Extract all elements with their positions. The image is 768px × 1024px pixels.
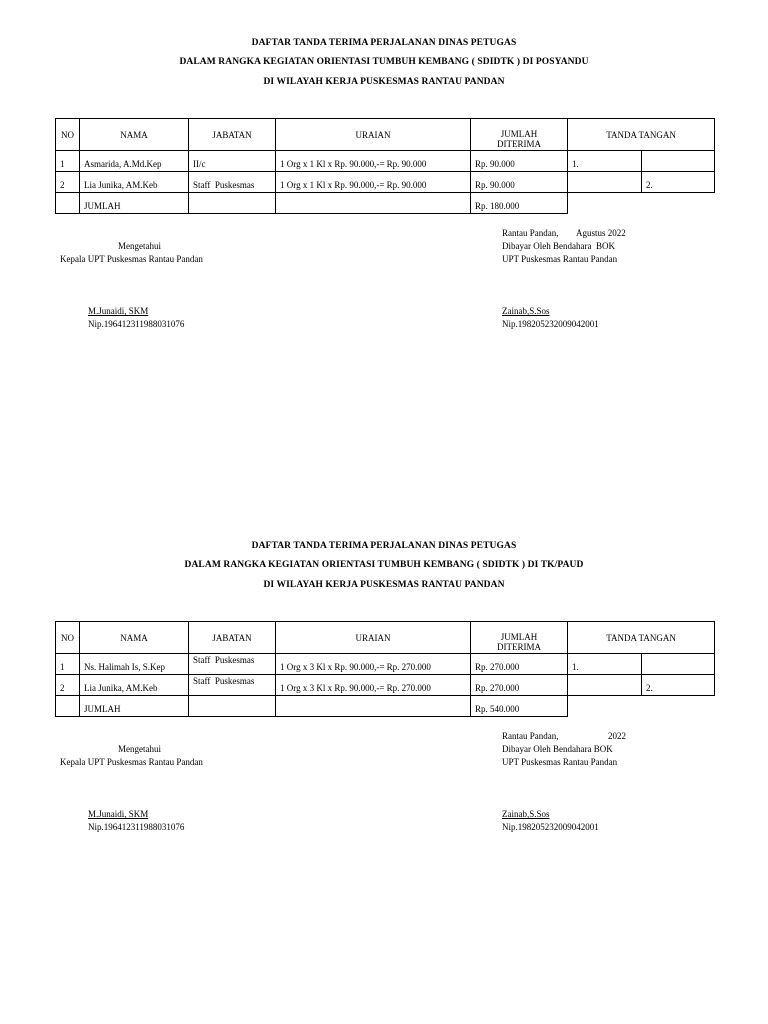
form-title-line-3: DI WILAYAH KERJA PUSKESMAS RANTAU PANDAN	[263, 77, 505, 87]
header-no: NO	[56, 622, 80, 654]
right-signature-title-2: UPT Puskesmas Rantau Pandan	[502, 254, 618, 264]
table-row	[56, 151, 715, 172]
cell-nama: Ns. Halimah Is, S.Kep	[80, 654, 189, 675]
left-signatory-name: M.Junaidi, SKM	[88, 306, 149, 316]
left-signatory-nip: Nip.196412311988031076	[88, 822, 185, 832]
right-signatory-nip: Nip.198205232009042001	[502, 319, 599, 329]
cell-jumlah: Rp. 90.000	[471, 172, 568, 193]
header-jumlah-diterima: JUMLAH DITERIMA	[471, 119, 568, 151]
cell-signature-1: 1.	[568, 151, 642, 172]
left-signatory-name: M.Junaidi, SKM	[88, 809, 149, 819]
header-jabatan: JABATAN	[189, 622, 276, 654]
header-tanda-tangan: TANDA TANGAN	[568, 622, 715, 654]
cell-uraian: 1 Org x 3 Kl x Rp. 90.000,-= Rp. 270.000	[276, 675, 471, 696]
left-signature-title-1: Mengetahui	[118, 744, 161, 754]
table-row	[56, 675, 715, 696]
table-header-row	[56, 119, 715, 151]
cell-signature-2: 2.	[642, 172, 715, 193]
cell-signature-2	[642, 151, 715, 172]
cell-signature-1	[568, 675, 642, 696]
table-row	[56, 654, 715, 675]
header-tanda-tangan: TANDA TANGAN	[568, 119, 715, 151]
cell-signature-1: 1.	[568, 654, 642, 675]
total-label: JUMLAH	[80, 696, 189, 717]
total-value: Rp. 540.000	[471, 696, 568, 717]
cell-jabatan: Staff Puskesmas	[189, 172, 276, 193]
cell-no: 1	[56, 654, 80, 675]
cell-jumlah: Rp. 270.000	[471, 654, 568, 675]
cell-jabatan: II/c	[189, 151, 276, 172]
form-title-line-1: DAFTAR TANDA TERIMA PERJALANAN DINAS PETUGAS	[251, 541, 517, 551]
left-signature-title-2: Kepala UPT Puskesmas Rantau Pandan	[60, 757, 203, 767]
cell-jumlah: Rp. 270.000	[471, 675, 568, 696]
payment-table	[55, 621, 715, 717]
cell-no: 2	[56, 675, 80, 696]
cell-uraian: 1 Org x 3 Kl x Rp. 90.000,-= Rp. 270.000	[276, 654, 471, 675]
cell-no: 1	[56, 151, 80, 172]
cell-nama: Lia Junika, AM.Keb	[80, 172, 189, 193]
header-uraian: URAIAN	[276, 119, 471, 151]
total-row	[56, 696, 715, 717]
right-signature-date: Rantau Pandan, 2022	[502, 731, 626, 741]
header-nama: NAMA	[80, 622, 189, 654]
left-signatory-nip: Nip.196412311988031076	[88, 319, 185, 329]
cell-nama: Asmarida, A.Md.Kep	[80, 151, 189, 172]
total-row	[56, 193, 715, 214]
right-signature-title-2: UPT Puskesmas Rantau Pandan	[502, 757, 618, 767]
total-label: JUMLAH	[80, 193, 189, 214]
left-signature-title-2: Kepala UPT Puskesmas Rantau Pandan	[60, 254, 203, 264]
cell-uraian: 1 Org x 1 Kl x Rp. 90.000,-= Rp. 90.000	[276, 151, 471, 172]
right-signatory-name: Zainab,S.Sos	[502, 306, 550, 316]
right-signature-date: Rantau Pandan, Agustus 2022	[502, 228, 626, 238]
form-title-line-3: DI WILAYAH KERJA PUSKESMAS RANTAU PANDAN	[263, 580, 505, 590]
header-jumlah-diterima: JUMLAH DITERIMA	[471, 622, 568, 654]
right-signature-title-1: Dibayar Oleh Bendahara BOK	[502, 744, 613, 754]
payment-table	[55, 118, 715, 214]
form-title-line-2: DALAM RANGKA KEGIATAN ORIENTASI TUMBUH KEMBANG ( SDIDTK ) DI POSYANDU	[179, 57, 589, 67]
cell-no: 2	[56, 172, 80, 193]
right-signatory-name: Zainab,S.Sos	[502, 809, 550, 819]
cell-jabatan: Staff Puskesmas	[189, 675, 276, 696]
form-title-line-1: DAFTAR TANDA TERIMA PERJALANAN DINAS PETUGAS	[251, 38, 517, 48]
cell-signature-2: 2.	[642, 675, 715, 696]
header-jabatan: JABATAN	[189, 119, 276, 151]
header-uraian: URAIAN	[276, 622, 471, 654]
cell-signature-2	[642, 654, 715, 675]
cell-signature-1	[568, 172, 642, 193]
form-title-line-2: DALAM RANGKA KEGIATAN ORIENTASI TUMBUH KEMBANG ( SDIDTK ) DI TK/PAUD	[184, 560, 584, 570]
cell-nama: Lia Junika, AM.Keb	[80, 675, 189, 696]
cell-jabatan: Staff Puskesmas	[189, 654, 276, 675]
table-header-row	[56, 622, 715, 654]
cell-jumlah: Rp. 90.000	[471, 151, 568, 172]
header-no: NO	[56, 119, 80, 151]
table-row	[56, 172, 715, 193]
left-signature-title-1: Mengetahui	[118, 241, 161, 251]
right-signature-title-1: Dibayar Oleh Bendahara BOK	[502, 241, 615, 251]
header-nama: NAMA	[80, 119, 189, 151]
right-signatory-nip: Nip.198205232009042001	[502, 822, 599, 832]
total-value: Rp. 180.000	[471, 193, 568, 214]
cell-uraian: 1 Org x 1 Kl x Rp. 90.000,-= Rp. 90.000	[276, 172, 471, 193]
